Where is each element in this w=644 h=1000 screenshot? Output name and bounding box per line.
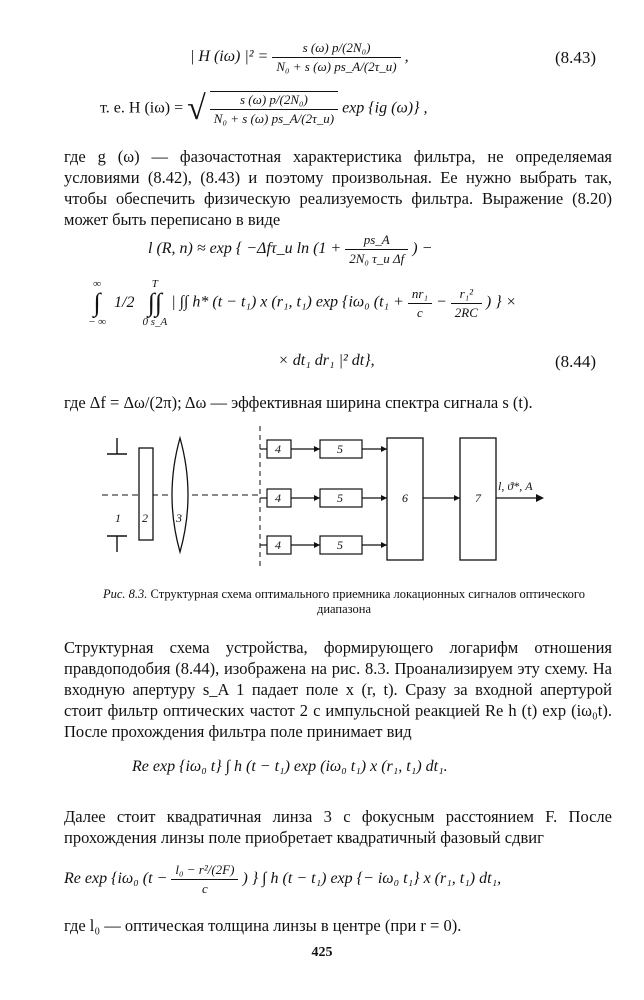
equation-lens-phase: Re exp {iω₀ (t − $\frac{\text{l₀ − r²/(2F)}}{c}$ ) } ∫ h (t − t₁) exp {− iω₀ t₁} x (r₁, t₁) dt₁, [64,862,502,896]
paragraph-phase-response: где g (ω) — фазочастотная характеристика фильтра, не определяемая условиями (8.42), (8.43) и поэтому произвольная. Ее нужно выбрать так, чтобы обеспечить физическую реализуемость фильтра. Выражение (8.20) может быть переписано в виде [64,147,612,229]
sqrt-symbol: √ [187,90,206,127]
label-block-4-top: 4 [275,442,281,456]
equation-8-44-line-2: ∞ ∫ − ∞ 1/2 T ∫∫ 0 s_A | ∫∫ h* (t − t₁) x (r₁, t₁) exp {iω₀ (t₁ + $\frac{\text{nr₁}}{c}$ − $\frac{\text{r₁²}}{2RC}$ ) } × [88,278,517,328]
label-aperture: 1 [115,511,121,525]
block-diagram-figure [92,418,552,568]
page-number: 425 [311,945,333,960]
paragraph-scheme-analysis: Структурная схема устройства, формирующего логарифм отношения правдоподобия (8.44), изображена на рис. 8.3. Проанализируем эту схему. На входную апертуру s_A 1 падает поле x (r, t). Сразу за входной апертурой стоит фильтр оптических частот 2 с импульсной реакцией Re h (t) exp (iω₀t). После прохождения фильтра поле принимает вид [64,638,612,741]
lens-shape [172,438,188,552]
label-block-7: 7 [475,491,481,505]
label-block-5-bottom: 5 [337,538,343,552]
equation-number-8-43: (8.43) [555,48,597,67]
paragraph-lens-thickness: где l₀ — оптическая толщина линзы в центре (при r = 0). [64,916,462,935]
label-lens: 3 [176,511,182,525]
equation-8-43: | H (iω) |² = $\frac{\text{s (ω) p/(2N₀)}}{\text{N₀ + s (ω) ps\_A/(2τ\_и)}}$ , [190,40,409,74]
equation-transfer-function: т. е. H (iω) = √ $\frac{\text{s (ω) p/(2N₀)}}{\text{N₀ + s (ω) ps\_A/(2τ\_и)}}$ exp {ig (ω)} , [100,90,428,127]
equation-lhs: | H (iω) |² = [190,48,273,66]
equation-8-44-line-3: × dt₁ dr₁ |² dt}, [278,352,375,369]
equation-filtered-field: Re exp {iω₀ t} ∫ h (t − t₁) exp (iω₀ t₁) x (r₁, t₁) dt₁. [132,758,448,775]
label-block-4-middle: 4 [275,491,281,505]
label-block-5-top: 5 [337,442,343,456]
equation-8-44-line-1: l (R, n) ≈ exp { −Δfτ_и ln (1 + $\frac{ps\_A}{\text{2N₀ τ\_и Δf}}$ ) − [148,232,433,266]
label-block-5-middle: 5 [337,491,343,505]
paragraph-bandwidth: где Δf = Δω/(2π); Δω — эффективная ширина спектра сигнала s (t). [64,393,533,412]
label-block-6: 6 [402,491,408,505]
label-block-4-bottom: 4 [275,538,281,552]
paragraph-lens: Далее стоит квадратичная линза 3 с фокусным расстоянием F. После прохождения линзы поле приобретает квадратичный фазовый сдвиг [64,807,612,847]
label-filter: 2 [142,511,148,525]
sqrt-fraction: $\frac{\text{s (ω) p/(2N₀)}}{\text{N₀ + s (ω) ps\_A/(2τ\_и)}}$ [210,91,338,127]
filter-block [139,448,153,540]
label-output: l, ϑ*, A [498,479,533,493]
figure-caption: Рис. 8.3. Структурная схема оптимального приемника локационных сигналов оптического диапазона [102,587,585,616]
equation-fraction: $\frac{\text{s (ω) p/(2N₀)}}{\text{N₀ + s (ω) ps\_A/(2τ\_и)}}$ [272,40,400,75]
equation-number-8-44: (8.44) [555,352,597,371]
